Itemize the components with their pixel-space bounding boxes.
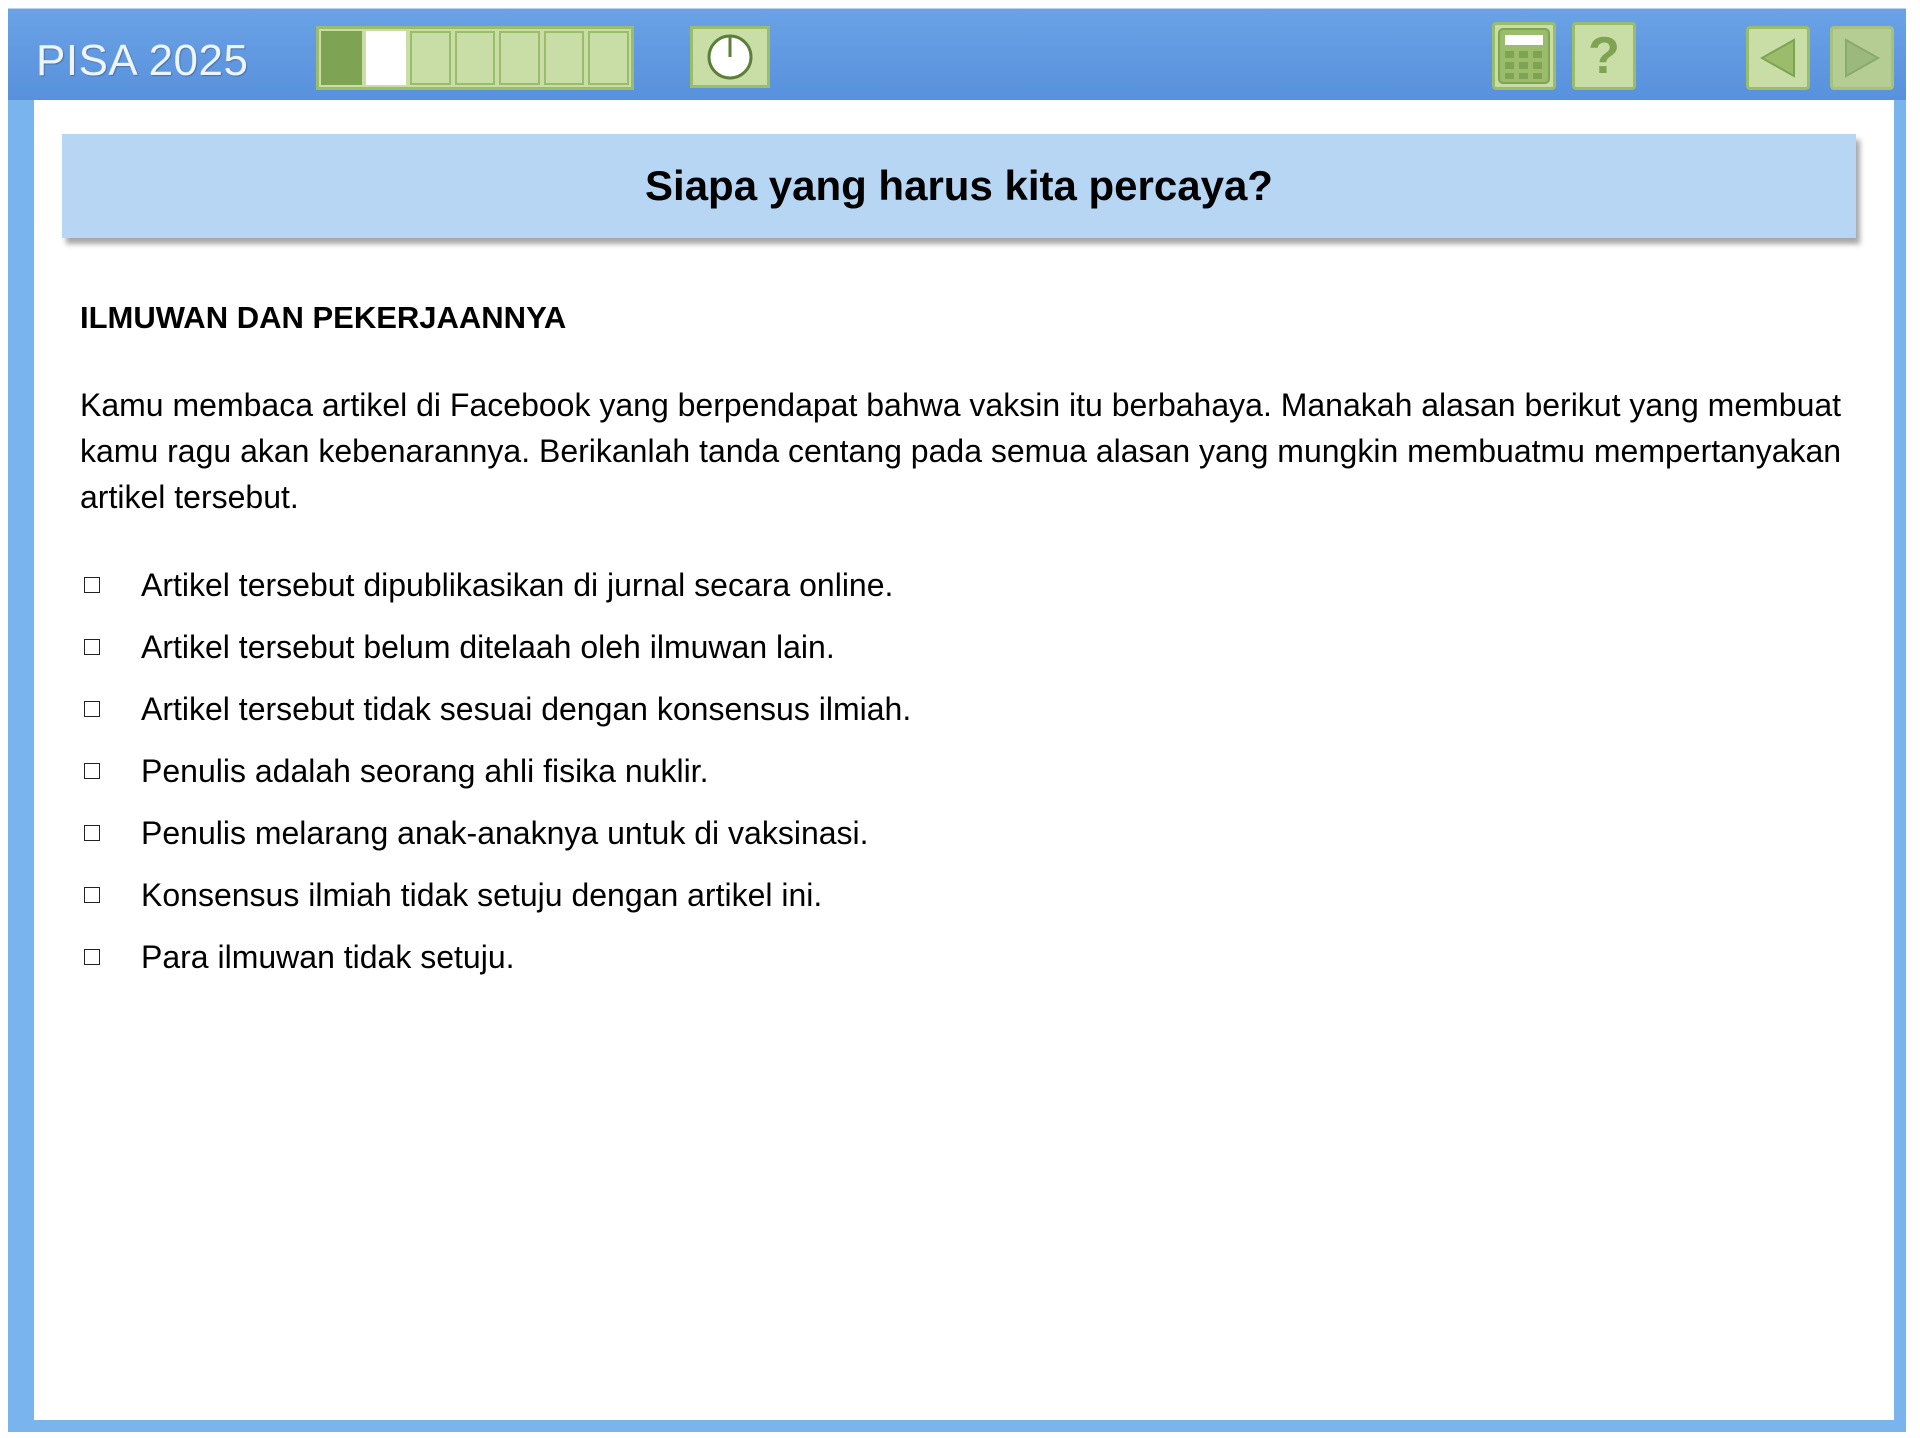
calculator-button[interactable] [1492, 22, 1556, 90]
bottom-border [8, 1420, 1906, 1432]
option-label: Artikel tersebut dipublikasikan di jurnal secara online. [141, 566, 894, 603]
question-text: Kamu membaca artikel di Facebook yang berpendapat bahwa vaksin itu berbahaya. Manakah alasan berikut yang membuat kamu ragu akan kebenarannya. Berikanlah tanda centang pada semua alasan yang mungkin membuatmu mempertanyakan artikel tersebut. [80, 387, 1842, 515]
clock-icon [705, 32, 755, 82]
checkbox[interactable] [84, 577, 100, 593]
option-item[interactable] [80, 926, 1780, 988]
option-item[interactable] [80, 864, 1780, 926]
progress-segment [588, 31, 629, 85]
progress-segment [455, 31, 496, 85]
help-button[interactable] [1572, 22, 1636, 90]
progress-segment [321, 31, 362, 85]
section-heading: ILMUWAN DAN PEKERJAANNYA [80, 300, 567, 335]
checkbox[interactable] [84, 887, 100, 903]
question-mark-icon: ? [1588, 27, 1620, 85]
option-item[interactable] [80, 802, 1780, 864]
checkbox[interactable] [84, 763, 100, 779]
option-item[interactable] [80, 616, 1780, 678]
left-border [8, 100, 34, 1430]
checkbox[interactable] [84, 639, 100, 655]
option-label: Para ilmuwan tidak setuju. [141, 938, 515, 975]
right-border [1894, 100, 1906, 1430]
progress-segment [544, 31, 585, 85]
calculator-icon [1497, 27, 1551, 85]
back-arrow-icon [1756, 36, 1800, 80]
option-item[interactable] [80, 554, 1780, 616]
progress-bar [316, 26, 634, 90]
next-button[interactable] [1830, 26, 1894, 90]
option-label: Penulis melarang anak-anaknya untuk di vaksinasi. [141, 814, 869, 851]
checkbox[interactable] [84, 949, 100, 965]
answer-options [80, 554, 1780, 988]
progress-segment [499, 31, 540, 85]
title-bar [62, 134, 1856, 238]
timer-button[interactable] [690, 26, 770, 88]
checkbox[interactable] [84, 825, 100, 841]
option-label: Konsensus ilmiah tidak setuju dengan artikel ini. [141, 876, 823, 913]
progress-segment [366, 31, 407, 85]
brand-title: PISA 2025 [36, 36, 249, 85]
checkbox[interactable] [84, 701, 100, 717]
progress-segment [410, 31, 451, 85]
next-arrow-icon [1840, 36, 1884, 80]
option-label: Penulis adalah seorang ahli fisika nuklir. [141, 752, 709, 789]
option-label: Artikel tersebut belum ditelaah oleh ilmuwan lain. [141, 628, 835, 665]
back-button[interactable] [1746, 26, 1810, 90]
option-item[interactable] [80, 740, 1780, 802]
option-item[interactable] [80, 678, 1780, 740]
page-title: Siapa yang harus kita percaya? [645, 162, 1273, 209]
option-label: Artikel tersebut tidak sesuai dengan konsensus ilmiah. [141, 690, 912, 727]
